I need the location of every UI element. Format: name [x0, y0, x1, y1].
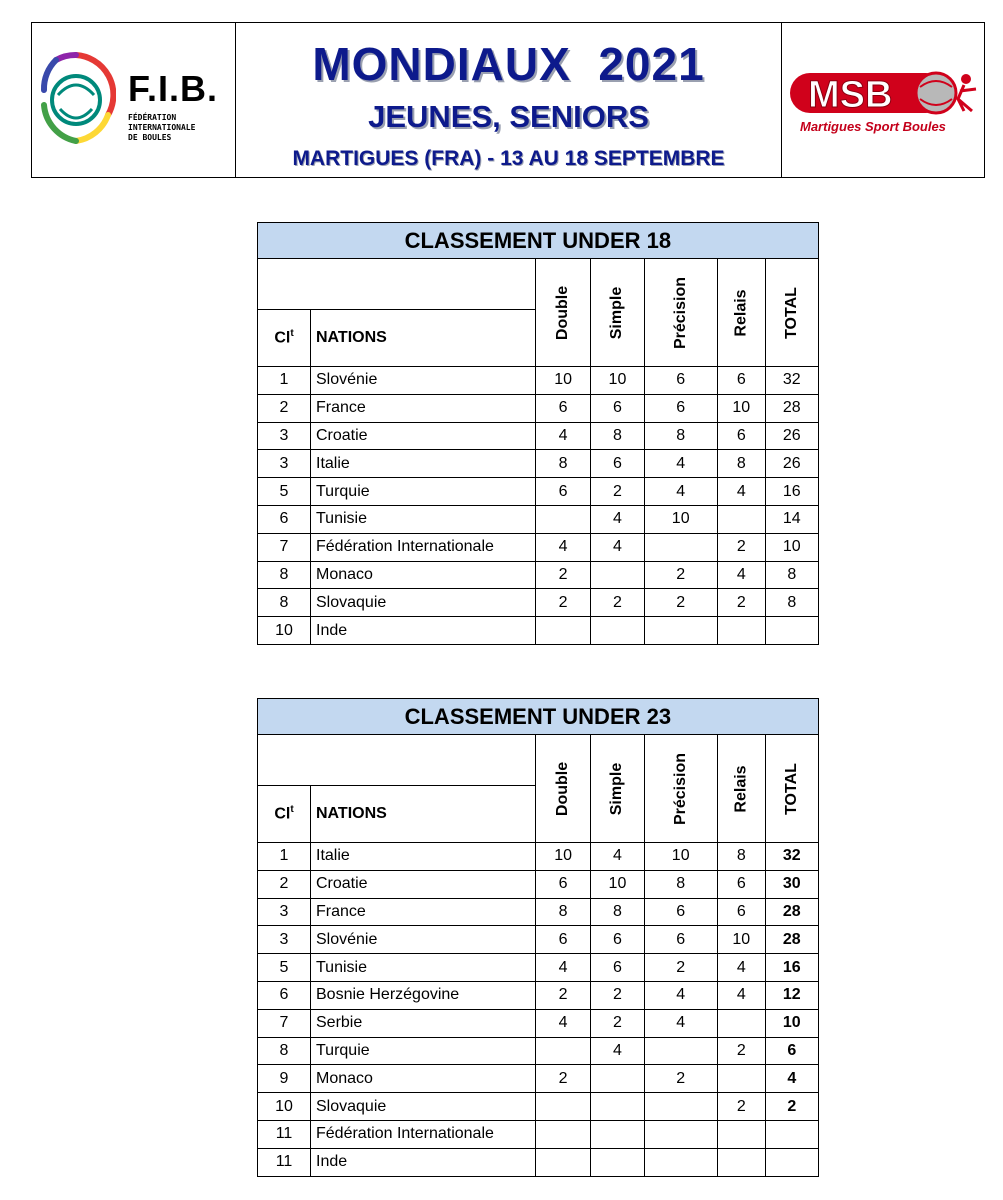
rank-cell: 3: [258, 450, 311, 478]
column-header-nations: NATIONS: [311, 786, 536, 843]
table-row: [258, 926, 819, 954]
precision-cell: [644, 1093, 717, 1121]
column-header-rank: Cl$^t$: [258, 786, 311, 843]
rank-cell: 5: [258, 954, 311, 982]
table-row: [258, 954, 819, 982]
relais-cell: [717, 1120, 765, 1148]
relais-cell: 6: [717, 898, 765, 926]
total-cell: [765, 617, 818, 645]
table-row: [258, 1037, 819, 1065]
precision-cell: 4: [644, 450, 717, 478]
double-cell: 6: [536, 870, 591, 898]
rank-cell: 8: [258, 1037, 311, 1065]
table-row: [258, 478, 819, 506]
column-header-simple: Simple: [591, 735, 644, 843]
double-cell: [536, 505, 591, 533]
nation-cell: Tunisie: [311, 954, 536, 982]
rank-cell: 5: [258, 478, 311, 506]
simple-cell: [591, 1065, 644, 1093]
table-row: [258, 533, 819, 561]
relais-cell: [717, 1148, 765, 1176]
total-cell: 32: [765, 843, 818, 871]
total-cell: 4: [765, 1065, 818, 1093]
double-cell: 6: [536, 478, 591, 506]
double-cell: [536, 1093, 591, 1121]
rank-cell: 1: [258, 367, 311, 395]
table-row: [258, 1120, 819, 1148]
table-row: [258, 843, 819, 871]
precision-cell: 6: [644, 898, 717, 926]
precision-cell: 8: [644, 422, 717, 450]
double-cell: [536, 1148, 591, 1176]
relais-cell: 10: [717, 926, 765, 954]
double-cell: 4: [536, 1009, 591, 1037]
total-cell: 8: [765, 561, 818, 589]
table-row: [258, 450, 819, 478]
total-cell: 26: [765, 450, 818, 478]
simple-cell: 4: [591, 505, 644, 533]
simple-cell: 10: [591, 367, 644, 395]
total-cell: 6: [765, 1037, 818, 1065]
column-header-nations: NATIONS: [311, 310, 536, 367]
rank-cell: 11: [258, 1120, 311, 1148]
total-cell: 12: [765, 981, 818, 1009]
relais-cell: 10: [717, 394, 765, 422]
relais-cell: 2: [717, 589, 765, 617]
double-cell: 4: [536, 533, 591, 561]
column-header-double: Double: [536, 259, 591, 367]
table-row: [258, 617, 819, 645]
table-row: [258, 1148, 819, 1176]
relais-cell: 4: [717, 478, 765, 506]
table-row: [258, 1065, 819, 1093]
page-subtitle: JEUNES, SENIORS: [368, 99, 649, 134]
fib-logo-text: [128, 68, 219, 143]
nation-cell: France: [311, 394, 536, 422]
msb-acronym: MSB: [808, 74, 893, 116]
precision-cell: 2: [644, 589, 717, 617]
simple-cell: 8: [591, 898, 644, 926]
header-blank: [258, 259, 536, 310]
rank-cell: 8: [258, 589, 311, 617]
table-row: [258, 422, 819, 450]
table-row: [258, 898, 819, 926]
simple-cell: 4: [591, 1037, 644, 1065]
table-title: CLASSEMENT UNDER 23: [258, 699, 819, 735]
double-cell: 10: [536, 367, 591, 395]
precision-cell: [644, 1120, 717, 1148]
precision-cell: 4: [644, 1009, 717, 1037]
relais-cell: [717, 617, 765, 645]
document-header: [31, 22, 985, 178]
simple-cell: [591, 1093, 644, 1121]
simple-cell: 6: [591, 394, 644, 422]
rank-cell: 10: [258, 1093, 311, 1121]
precision-cell: [644, 1037, 717, 1065]
total-cell: 26: [765, 422, 818, 450]
table-row: [258, 870, 819, 898]
nation-cell: France: [311, 898, 536, 926]
nation-cell: Serbie: [311, 1009, 536, 1037]
nation-cell: Slovénie: [311, 926, 536, 954]
rank-cell: 3: [258, 926, 311, 954]
relais-cell: 2: [717, 1093, 765, 1121]
precision-cell: 6: [644, 367, 717, 395]
double-cell: 2: [536, 981, 591, 1009]
nation-cell: Inde: [311, 617, 536, 645]
fib-line1: FÉDÉRATION: [128, 113, 177, 122]
rank-cell: 3: [258, 898, 311, 926]
double-cell: [536, 1037, 591, 1065]
double-cell: 2: [536, 1065, 591, 1093]
simple-cell: 6: [591, 926, 644, 954]
event-location: MARTIGUES (FRA) - 13 AU 18 SEPTEMBRE: [292, 147, 725, 170]
simple-cell: 2: [591, 1009, 644, 1037]
simple-cell: 6: [591, 954, 644, 982]
precision-cell: 4: [644, 478, 717, 506]
nation-cell: Fédération Internationale: [311, 1120, 536, 1148]
simple-cell: 4: [591, 843, 644, 871]
nation-cell: Slovaquie: [311, 1093, 536, 1121]
msb-logo: [788, 67, 984, 137]
double-cell: 2: [536, 589, 591, 617]
column-header-total: TOTAL: [765, 735, 818, 843]
nation-cell: Inde: [311, 1148, 536, 1176]
double-cell: 4: [536, 954, 591, 982]
double-cell: [536, 617, 591, 645]
relais-cell: 8: [717, 843, 765, 871]
title-cell: [236, 23, 782, 177]
rank-cell: 11: [258, 1148, 311, 1176]
total-cell: 28: [765, 394, 818, 422]
relais-cell: [717, 505, 765, 533]
table-row: [258, 394, 819, 422]
simple-cell: 2: [591, 589, 644, 617]
column-header-rank: Cl$^t$: [258, 310, 311, 367]
nation-cell: Turquie: [311, 1037, 536, 1065]
precision-cell: 2: [644, 954, 717, 982]
nation-cell: Tunisie: [311, 505, 536, 533]
total-cell: 16: [765, 954, 818, 982]
precision-cell: 10: [644, 843, 717, 871]
simple-cell: 4: [591, 533, 644, 561]
precision-cell: [644, 617, 717, 645]
nation-cell: Turquie: [311, 478, 536, 506]
simple-cell: [591, 1120, 644, 1148]
double-cell: 2: [536, 561, 591, 589]
relais-cell: 2: [717, 533, 765, 561]
total-cell: [765, 1148, 818, 1176]
nation-cell: Slovaquie: [311, 589, 536, 617]
total-cell: 32: [765, 367, 818, 395]
nation-cell: Italie: [311, 843, 536, 871]
simple-cell: 2: [591, 478, 644, 506]
simple-cell: [591, 561, 644, 589]
total-cell: 28: [765, 926, 818, 954]
total-cell: 30: [765, 870, 818, 898]
total-cell: 10: [765, 533, 818, 561]
ranking-table-under18: [257, 222, 819, 645]
relais-cell: 8: [717, 450, 765, 478]
simple-cell: 8: [591, 422, 644, 450]
rank-cell: 2: [258, 394, 311, 422]
table-row: [258, 505, 819, 533]
simple-cell: [591, 617, 644, 645]
double-cell: 8: [536, 898, 591, 926]
rank-cell: 2: [258, 870, 311, 898]
nation-cell: Slovénie: [311, 367, 536, 395]
column-header-simple: Simple: [591, 259, 644, 367]
fib-logo-cell: [32, 23, 236, 177]
column-header-relais: Relais: [717, 735, 765, 843]
simple-cell: 6: [591, 450, 644, 478]
rank-cell: 7: [258, 1009, 311, 1037]
relais-cell: 2: [717, 1037, 765, 1065]
relais-cell: [717, 1009, 765, 1037]
nation-cell: Croatie: [311, 870, 536, 898]
rank-cell: 6: [258, 505, 311, 533]
total-cell: 10: [765, 1009, 818, 1037]
double-cell: 6: [536, 926, 591, 954]
nation-cell: Monaco: [311, 1065, 536, 1093]
fib-logo-icon: [36, 45, 116, 155]
rank-cell: 9: [258, 1065, 311, 1093]
fib-line2: INTERNATIONALE: [128, 123, 196, 132]
simple-cell: 2: [591, 981, 644, 1009]
column-header-relais: Relais: [717, 259, 765, 367]
msb-logo-icon: [788, 67, 984, 117]
column-header-total: TOTAL: [765, 259, 818, 367]
precision-cell: 6: [644, 926, 717, 954]
column-header-precision: Précision: [644, 259, 717, 367]
column-header-precision: Précision: [644, 735, 717, 843]
rank-cell: 10: [258, 617, 311, 645]
simple-cell: 10: [591, 870, 644, 898]
total-cell: 8: [765, 589, 818, 617]
precision-cell: 6: [644, 394, 717, 422]
table-row: [258, 367, 819, 395]
double-cell: [536, 1120, 591, 1148]
rank-cell: 6: [258, 981, 311, 1009]
table-title: CLASSEMENT UNDER 18: [258, 223, 819, 259]
precision-cell: 8: [644, 870, 717, 898]
precision-cell: [644, 1148, 717, 1176]
nation-cell: Croatie: [311, 422, 536, 450]
double-cell: 10: [536, 843, 591, 871]
ranking-table-under23: [257, 698, 819, 1177]
double-cell: 8: [536, 450, 591, 478]
rank-cell: 1: [258, 843, 311, 871]
relais-cell: 4: [717, 981, 765, 1009]
simple-cell: [591, 1148, 644, 1176]
nation-cell: Fédération Internationale: [311, 533, 536, 561]
fib-line3: DE BOULES: [128, 133, 172, 142]
rank-cell: 8: [258, 561, 311, 589]
relais-cell: 6: [717, 367, 765, 395]
msb-tagline: Martigues Sport Boules: [800, 119, 946, 134]
nation-cell: Italie: [311, 450, 536, 478]
total-cell: 16: [765, 478, 818, 506]
precision-cell: 4: [644, 981, 717, 1009]
nation-cell: Bosnie Herzégovine: [311, 981, 536, 1009]
column-header-double: Double: [536, 735, 591, 843]
table-row: [258, 1093, 819, 1121]
relais-cell: 4: [717, 561, 765, 589]
precision-cell: 2: [644, 561, 717, 589]
page-title: MONDIAUX 2021: [312, 38, 705, 90]
double-cell: 4: [536, 422, 591, 450]
total-cell: 14: [765, 505, 818, 533]
total-cell: 28: [765, 898, 818, 926]
msb-logo-cell: [782, 23, 984, 177]
rank-cell: 3: [258, 422, 311, 450]
table-row: [258, 1009, 819, 1037]
fib-acronym: F.I.B.: [128, 68, 219, 109]
table-row: [258, 981, 819, 1009]
precision-cell: [644, 533, 717, 561]
precision-cell: 2: [644, 1065, 717, 1093]
header-blank: [258, 735, 536, 786]
relais-cell: 4: [717, 954, 765, 982]
precision-cell: 10: [644, 505, 717, 533]
rank-cell: 7: [258, 533, 311, 561]
relais-cell: 6: [717, 422, 765, 450]
relais-cell: [717, 1065, 765, 1093]
table-row: [258, 561, 819, 589]
total-cell: [765, 1120, 818, 1148]
nation-cell: Monaco: [311, 561, 536, 589]
total-cell: 2: [765, 1093, 818, 1121]
double-cell: 6: [536, 394, 591, 422]
table-row: [258, 589, 819, 617]
relais-cell: 6: [717, 870, 765, 898]
